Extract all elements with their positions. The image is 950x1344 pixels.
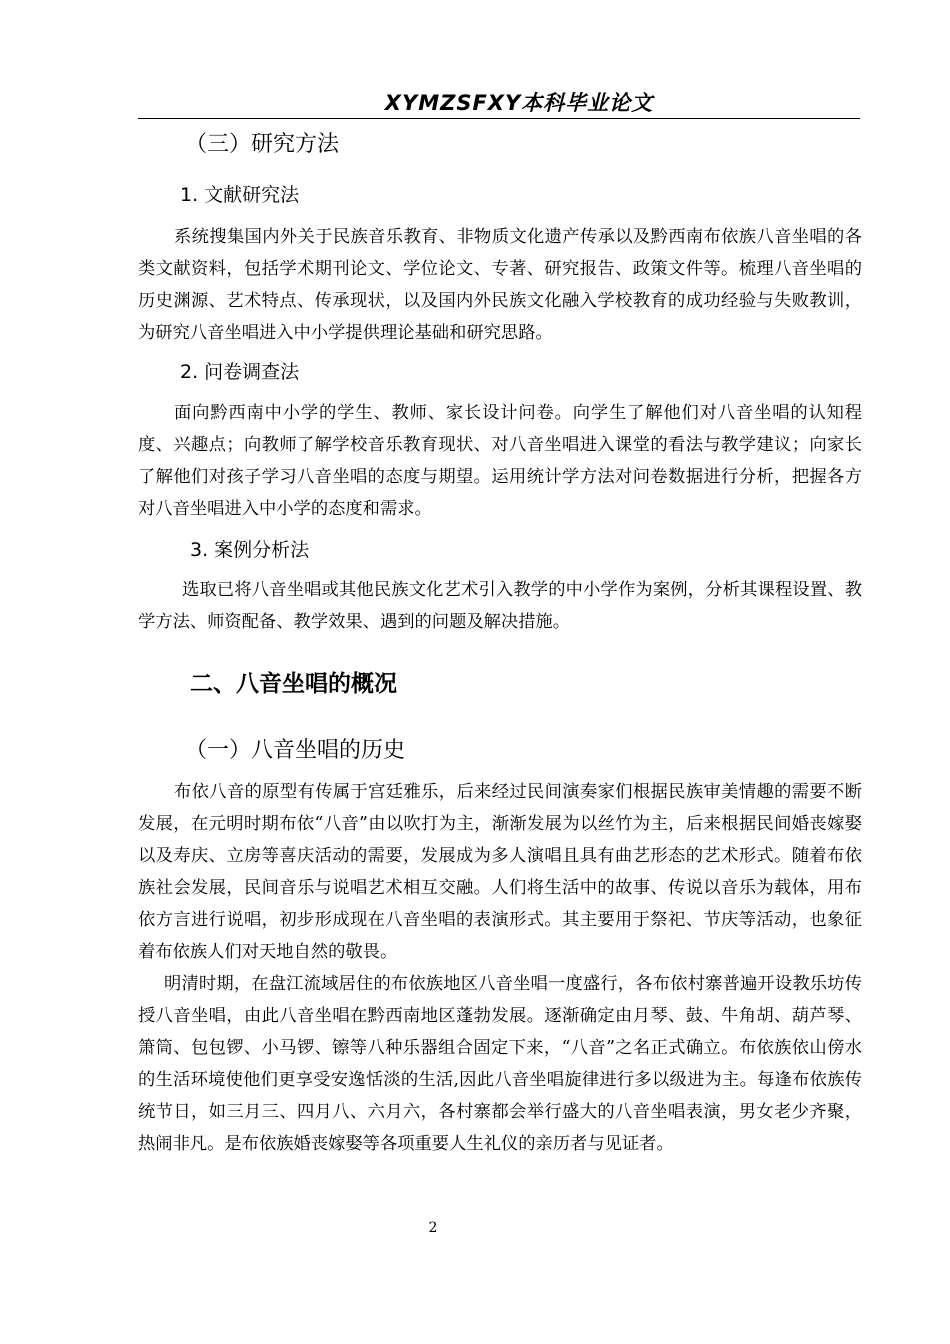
method-text-case-analysis: 选取已将八音坐唱或其他民族文化艺术引入教学的中小学作为案例，分析其课程设置、教学方法、师资配备、教学效果、遇到的问题及解决措施。 [138, 580, 862, 632]
header-title: XYMZSFXY本科毕业论文 [384, 91, 654, 115]
chapter-heading-overview: 二、八音坐唱的概况 [190, 671, 397, 697]
section-heading-history: （一）八音坐唱的历史 [185, 738, 406, 763]
page-number: 2 [428, 1220, 438, 1236]
method-title-questionnaire: 2. 问卷调查法 [180, 361, 300, 383]
history-paragraph: 布依八音的原型有传属于宫廷雅乐，后来经过民间演奏家们根据民族审美情趣的需要不断发展，在元明时期布依“八音”由以吹打为主，渐渐发展为以丝竹为主，后来根据民间婚丧嫁娶以及寿庆、立房等喜庆活动的需要，发展成为多人演唱且具有曲艺形态的艺术形式。随着布依族社会发展，民间音乐与说唱艺术相互交融。人们将生活中的故事、传说以音乐为载体，用布依方言进行说唱，初步形成现在八音坐唱的表演形式。其主要用于祭祀、节庆等活动，也象征着布依族人们对天地自然的敬畏。 [138, 782, 862, 962]
method-title-literature: 1. 文献研究法 [180, 184, 300, 206]
section-heading-research-methods: （三）研究方法 [185, 132, 340, 157]
method-title-case-analysis: 3. 案例分析法 [190, 539, 310, 561]
history-paragraph: 明清时期，在盘江流域居住的布依族地区八音坐唱一度盛行，各布依村寨普遍开设教乐坊传授八音坐唱，由此八音坐唱在黔西南地区蓬勃发展。逐渐确定由月琴、鼓、牛角胡、葫芦琴、箫筒、包包锣、小马锣、镲等八种乐器组合固定下来，“八音”之名正式确立。布依族依山傍水的生活环境使他们更享受安逸恬淡的生活,因此八音坐唱旋律进行多以级进为主。每逢布依族传统节日，如三月三、四月八、六月六，各村寨都会举行盛大的八音坐唱表演，男女老少齐聚，热闹非凡。是布依族婚丧嫁娶等各项重要人生礼仪的亲历者与见证者。 [138, 974, 862, 1154]
method-text-literature: 系统搜集国内外关于民族音乐教育、非物质文化遗产传承以及黔西南布依族八音坐唱的各类文献资料，包括学术期刊论文、学位论文、专著、研究报告、政策文件等。梳理八音坐唱的历史渊源、艺术特点、传承现状，以及国内外民族文化融入学校教育的成功经验与失败教训，为研究八音坐唱进入中小学提供理论基础和研究思路。 [138, 227, 862, 343]
method-text-questionnaire: 面向黔西南中小学的学生、教师、家长设计问卷。向学生了解他们对八音坐唱的认知程度、兴趣点；向教师了解学校音乐教育现状、对八音坐唱进入课堂的看法与教学建议；向家长了解他们对孩子学习八音坐唱的态度与期望。运用统计学方法对问卷数据进行分析，把握各方对八音坐唱进入中小学的态度和需求。 [138, 403, 862, 519]
page-header [138, 88, 860, 119]
